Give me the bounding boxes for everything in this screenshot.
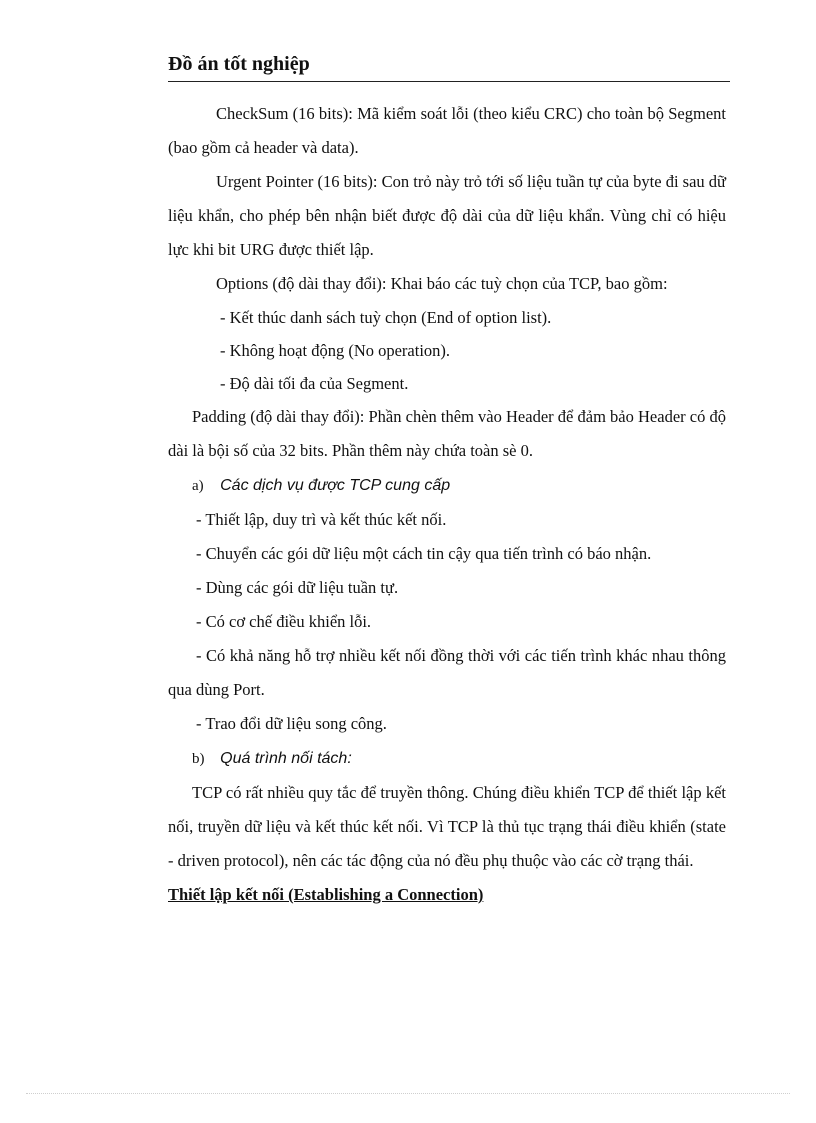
subsection-a-label: a)	[192, 478, 204, 494]
subsection-b-title: Quá trình nối tách:	[220, 750, 352, 767]
services-list-item: - Có khả năng hỗ trợ nhiều kết nối đồng thời với các tiến trình khác nhau thông qua dùng Port.	[168, 646, 726, 699]
paragraph-padding: Padding (độ dài thay đổi): Phần chèn thêm vào Header để đảm bảo Header có độ dài là bội số của 32 bits. Phần thêm này chứa toàn sè 0.	[168, 407, 726, 460]
options-list-item: - Độ dài tối đa của Segment.	[220, 374, 409, 393]
page-bottom-divider	[26, 1093, 790, 1094]
paragraph-tcp-rules: TCP có rất nhiều quy tắc để truyền thông. Chúng điều khiển TCP để thiết lập kết nối, truyền dữ liệu và kết thúc kết nối. Vì TCP là thủ tục trạng thái điều khiển (state - driven protocol), nên các tác động của nó đều phụ thuộc vào các cờ trạng thái.	[168, 783, 726, 870]
document-title: Đồ án tốt nghiệp	[168, 53, 310, 75]
paragraph-options: Options (độ dài thay đổi): Khai báo các tuỳ chọn của TCP, bao gồm:	[216, 274, 668, 293]
subsection-b-heading	[168, 741, 726, 776]
options-list-item: - Không hoạt động (No operation).	[220, 341, 451, 360]
services-list-item: - Trao đổi dữ liệu song công.	[196, 714, 387, 733]
services-list-item: - Chuyển các gói dữ liệu một cách tin cậy qua tiến trình có báo nhận.	[196, 544, 652, 563]
subsection-a-title: Các dịch vụ được TCP cung cấp	[220, 477, 451, 494]
services-list-item: - Dùng các gói dữ liệu tuần tự.	[196, 578, 399, 597]
services-list-item: - Có cơ chế điều khiển lỗi.	[196, 612, 372, 631]
options-list-item: - Kết thúc danh sách tuỳ chọn (End of option list).	[220, 308, 552, 327]
paragraph-checksum: CheckSum (16 bits): Mã kiểm soát lỗi (theo kiểu CRC) cho toàn bộ Segment (bao gồm cả header và data).	[168, 104, 726, 157]
services-list-item: - Thiết lập, duy trì và kết thúc kết nối.	[196, 510, 447, 529]
paragraph-urgent-pointer: Urgent Pointer (16 bits): Con trỏ này trỏ tới số liệu tuần tự của byte đi sau dữ liệu khẩn, cho phép bên nhận biết được độ dài của dữ liệu khẩn. Vùng chỉ có hiệu lực khi bit URG được thiết lập.	[168, 172, 726, 259]
document-body	[168, 97, 726, 912]
subsection-b-label: b)	[192, 751, 205, 767]
page-header	[168, 50, 728, 78]
section-heading-establishing-connection: Thiết lập kết nối (Establishing a Connection)	[168, 885, 484, 904]
subsection-a-heading	[168, 468, 726, 503]
header-divider	[168, 81, 730, 82]
